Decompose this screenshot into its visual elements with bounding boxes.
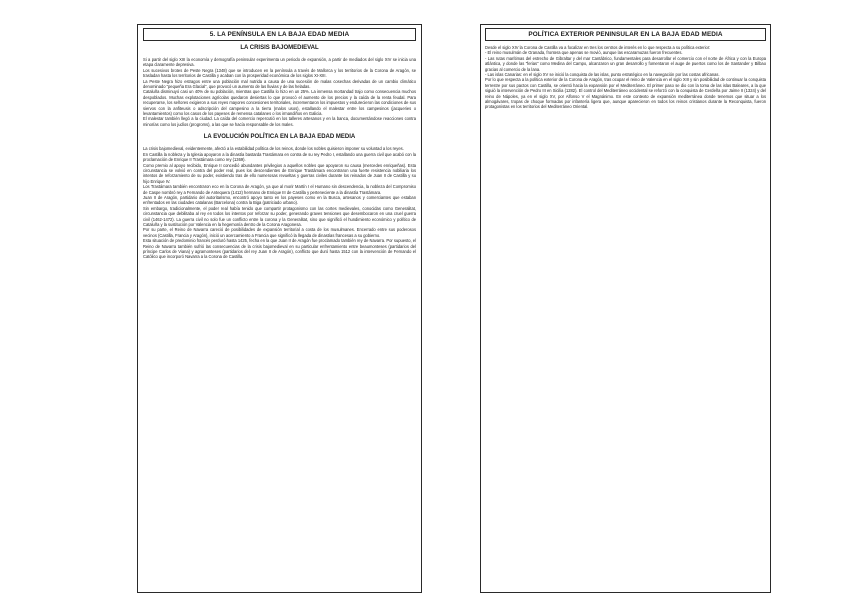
left-page <box>137 24 422 593</box>
paragraph: Si a partir del siglo XIII la economía y demografía peninsular experimenta un periodo de expansión, a partir de mediados del siglo XIV se inicia una etapa claramente depresiva. <box>143 57 416 68</box>
paragraph: Esta situación de predominio francés perduró hasta 1425, fecha en la que Juan II de Aragón fue proclamado también rey de Navarra. Por supuesto, el Reino de Navarra también sufrió las consecuencias de la crisis bajomedieval en su particular enfrentamiento entre beaumonteses (partidarios del príncipe Carlos de Viana) y agramonteses (partidarios del rey Juan II de Aragón), conflicto que duró hasta 1512 con la intervención de Fernando el Católico que incorporó Navarra a la Corona de Castilla. <box>143 238 416 260</box>
paragraph: - Las rutas marítimas del estrecho de Gibraltar y del mar Cantábrico, fundamentales para desarrollar el comercio con el norte de África y con la Europa atlántica, y donde las “ferias” como Medina del Campo, alcanzaron un gran desarrollo y fomentaron el auge de puertos como los de Santander y Bilbao gracias al comercio de la lana. <box>485 55 766 72</box>
paragraph: El malestar también llegó a la ciudad. La caída del comercio repercutió en los talleres artesanos y en la banca, documentándose reacciones contra minorías como los judíos (progroms), a las que se hacía responsable de los males. <box>143 116 416 127</box>
paragraph: Cataluña disminuyó casi un 40% de su población, mientras que Castilla lo hizo en un 25%. La inmensa mortandad trajo como consecuencia muchos despoblados. Muchas explotaciones agrícolas quedaron desiertas lo que provocó el aumento de los precios y la caída de la renta feudal. Para recuperarse, los señores exigieron a sus reyes mayores concesiones territoriales, incrementaron los impuestos y endurecieron las condiciones de sus siervos con la anfiteusis o adscripción del campesino a la tierra (malos usos), estallando el malestar entre los campesinos (jacqueries o levantamientos) como los casos de los payeses de remensa catalanes o los irmandiños en Galicia. <box>143 89 416 117</box>
paragraph: Por su parte, el Reino de Navarra careció de posibilidades de expansión territorial a costa de los musulmanes. Encerrado entre sus poderosos vecinos (Castilla, Francia y Aragón), inició un acercamiento a Francia que significó la llegada de dinastías francesas a su gobierno. <box>143 227 416 238</box>
paragraph: Los sucesivos brotes de Peste Negra (1348) que se introducen en la península a través de Mallorca y los territorios de la Corona de Aragón, se trasladan hasta los territorios de Castilla y acaban con la prosperidad económica de los siglos XI-XIII. <box>143 67 416 79</box>
page-title: 5. LA PENÍNSULA EN LA BAJA EDAD MEDIA <box>143 28 416 41</box>
right-page <box>480 24 771 593</box>
paragraph: Desde el siglo XIV la Corona de Castilla va a focalizar en tres los centros de interés en lo que respecta a su política exterior: <box>485 45 711 50</box>
paragraph: En Castilla la nobleza y la Iglesia apoyaron a la dinastía bastarda Trastámara en contra de su rey Pedro I, estallando una guerra civil que acabó con la proclamación de Enrique II Trastámara como rey (1369). <box>143 151 416 163</box>
paragraph: - Las islas Canarias: en el siglo XV se inició la conquista de las islas, punto estratégico en la navegación por las costas africanas. <box>485 72 720 78</box>
paragraph: - El reino musulmán de Granada, frontera que apenas se movió, aunque las escaramuzas fueron frecuentes. <box>485 50 683 56</box>
paragraph: La Peste Negra hizo estragos entre una población mal nutrida a causa de una sucesión de malas cosechas derivadas de un cambio climático denominado “pequeña Era Glacial”, que provocó un aumento de las lluvias y de las heladas. <box>143 78 416 90</box>
section-title-crisis: LA CRISIS BAJOMEDIEVAL <box>240 45 319 51</box>
paragraph: Sin embargo, tradicionalmente, el poder real había tenido que compartir protagonismo con las cortes medievales, conocidas como Generalitat, circunstancia que debilitaba al rey en todos los intentos por reforzar su poder, generando graves tensiones que desembocaron en una cruel guerra civil (1462-1472). La guerra civil no solo fue un conflicto entre la corona y la Generalitat, sino que significó el hundimiento económico y político de Cataluña y la sustitución por Valencia en la hegemonía dentro de la Corona Aragonesa. <box>143 205 416 227</box>
paragraph: Los Trastámara también encontraron eco en la Corona de Aragón, ya que al morir Martín I el Humano sin descendencia, la nobleza del Compromiso de Caspe nombró rey a Fernando de Antequera (1412) hermano de Enrique III de Castilla y perteneciente a la dinastía Trastámara. <box>143 184 416 195</box>
paragraph: Como premio al apoyo recibido, Enrique II concedió abundantes privilegios a aquellos nobles que apoyaron su causa (mercedes enriqueñas). Esta circunstancia se volvió en contra del poder real, pues los descendientes de Enrique Trastámara encontraron una fuerte resistencia nobiliaria los intentos de reforzamiento de su poder, existiendo tras de ello numerosas revueltas y guerras civiles durante los reinados de Juan II de Castilla y su hijo Enrique IV. <box>143 162 416 184</box>
paragraph: Juan II de Aragón, partidario del autoritarismo, encontró apoyo tanto en los payeses como en la Busca, artesanos y comerciantes que estaban enfrentados en las ciudades catalanas (Barcelona) contra la Biga (patriciado urbano). <box>143 194 416 206</box>
page-title: POLÍTICA EXTERIOR PENINSULAR EN LA BAJA EDAD MEDIA <box>485 28 766 41</box>
section-title-evolucion: LA EVOLUCIÓN POLÍTICA EN LA BAJA EDAD MEDIA <box>203 134 356 141</box>
paragraph: Por lo que respecta a la política exterior de la Corona de Aragón, tras ocupar el reino de Valencia en el siglo XIII y sin posibilidad de continuar la conquista terrestre por sus pactos con Castilla, se orientó hacia la expansión por el Mediterráneo. El primer paso se dio con la toma de las islas Baleares, a la que siguió la intervención de Pedro III en Sicilia (1282). El control del Mediterráneo occidental se reforzó con la conquista de Cerdeña por Jaime II (1324) y del reino de Nápoles, ya en el siglo XV, por Alfonso V el Magnánimo. En este contexto de expansión mediterránea donde tenemos que situar a los almogávares, tropas de choque formadas por infantería ligera que, aunque aparecieron en todos los reinos cristianos durante la Reconquista, fueron protagonistas en los territorios del Mediterráneo Oriental. <box>485 77 766 110</box>
paragraph: La crisis bajomedieval, evidentemente, afectó a la estabilidad política de los reinos, donde los nobles quisieron imponer su voluntad a los reyes. <box>143 146 404 152</box>
